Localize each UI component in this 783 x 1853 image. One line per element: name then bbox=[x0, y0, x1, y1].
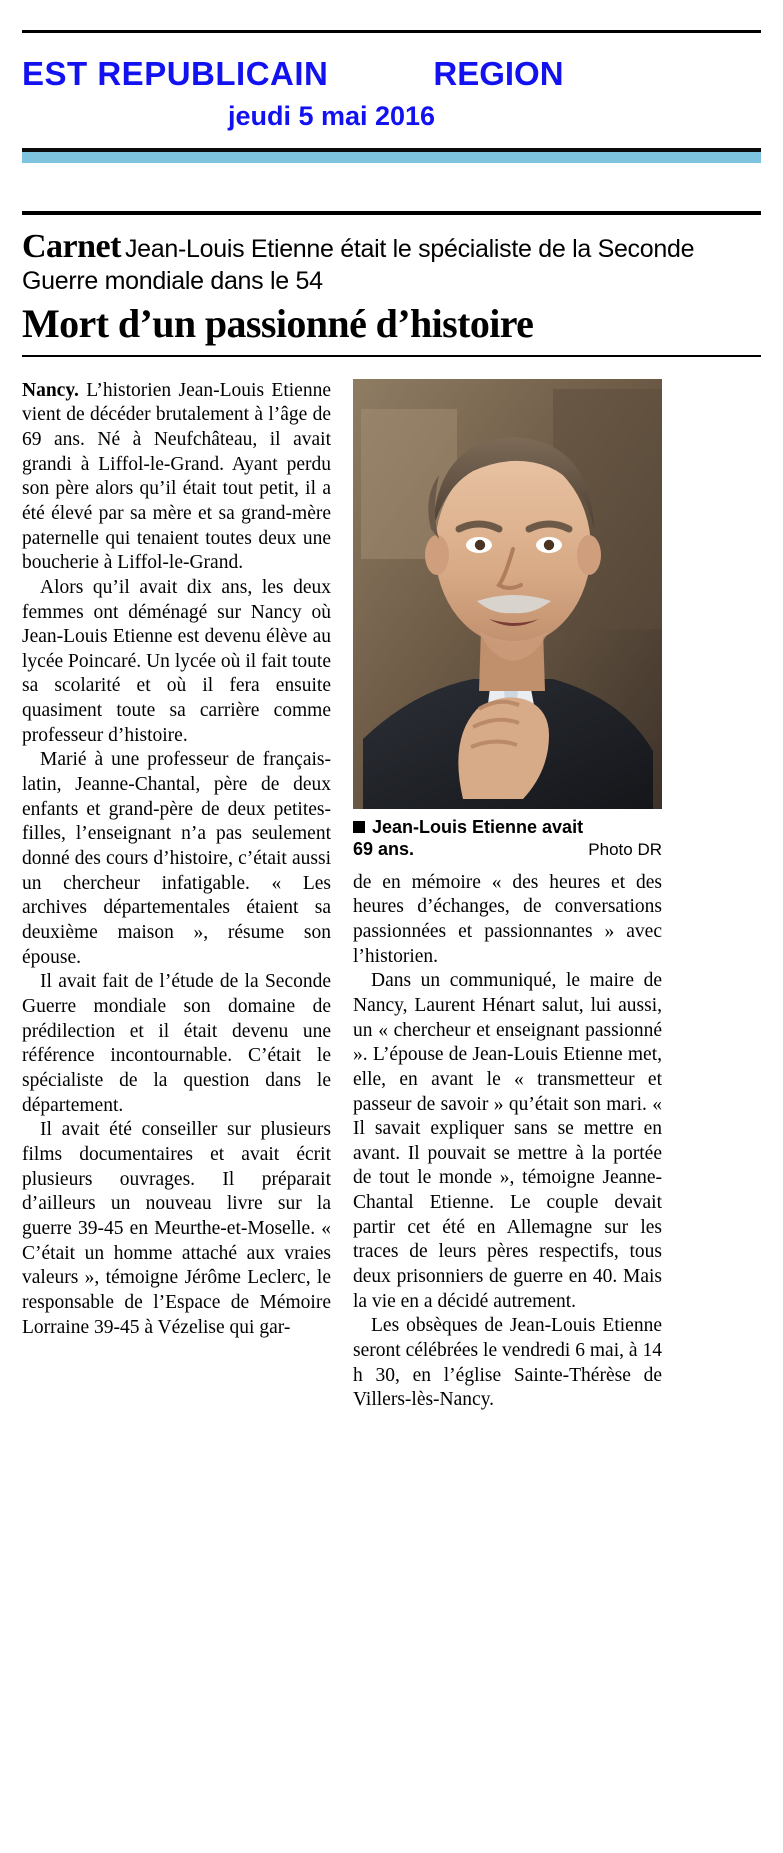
photo-caption bbox=[353, 817, 662, 838]
paragraph: Il avait été conseiller sur plusieurs films documentaires et avait écrit plusieurs ouvrages. Il préparait d’ailleurs un nouveau livre sur la guerre 39-45 en Meurthe-et-Moselle. « C’était un homme attaché aux vraies valeurs », témoigne Jérôme Leclerc, le responsable de l’Espace de Mémoire Lorraine 39-45 à Vézelise qui gar- bbox=[22, 1119, 331, 1338]
paragraph-text: L’historien Jean-Louis Etienne vient de décéder brutalement à l’âge de 69 ans. Né à Neufchâteau, il avait grandi à Liffol-le-Grand. Ayant perdu son père alors qu’il était tout petit, il a été élevé par sa mère et sa grand-mère paternelle qui tenaient toutes deux une boucherie à Liffol-le-Grand. bbox=[22, 379, 331, 574]
article-column-left bbox=[22, 379, 331, 1413]
masthead-color-bar bbox=[22, 148, 761, 163]
article-top-rule bbox=[22, 211, 761, 215]
photo-credit-line bbox=[353, 838, 662, 861]
masthead-row bbox=[22, 33, 761, 93]
page-title: Mort d’un passionné d’histoire bbox=[22, 300, 534, 346]
paragraph bbox=[22, 379, 331, 576]
portrait-illustration bbox=[353, 379, 662, 809]
article-photo bbox=[353, 379, 662, 809]
paragraph: de en mémoire « des heures et des heures d’échanges, de conversations passionnées et passionnantes » avec l’historien. bbox=[353, 871, 662, 967]
paragraph: Marié à une professeur de français-latin, Jeanne-Chantal, père de deux enfants et grand-père de deux petites-filles, l’enseignant n’a pas seulement donné des cours d’histoire, c’était aussi un chercheur infatigable. « Les archives départementales étaient sa deuxième maison », résume son épouse. bbox=[22, 749, 331, 968]
kicker-text: Jean-Louis Etienne était le spécialiste de la Seconde Guerre mondiale dans le 54 bbox=[22, 235, 695, 296]
photo-caption-text: Jean-Louis Etienne avait bbox=[372, 816, 584, 837]
masthead-section: REGION bbox=[433, 55, 564, 92]
column-container bbox=[22, 379, 761, 1413]
dateline: Nancy. bbox=[22, 379, 79, 401]
article-kicker bbox=[22, 227, 761, 297]
right-column-text bbox=[353, 871, 662, 1413]
masthead-date: jeudi 5 mai 2016 bbox=[227, 101, 436, 131]
kicker-label: Carnet bbox=[22, 228, 121, 265]
masthead bbox=[22, 0, 761, 163]
article-body bbox=[22, 379, 761, 1413]
photo-block bbox=[353, 379, 662, 861]
paragraph: Il avait fait de l’étude de la Seconde Guerre mondiale son domaine de prédilection et il était devenu une référence incontournable. C’était le spécialiste de la question dans le département. bbox=[22, 971, 331, 1116]
square-bullet-icon bbox=[353, 821, 365, 833]
paragraph: Dans un communiqué, le maire de Nancy, Laurent Hénart salut, lui aussi, un « chercheur et enseignant passionné ». L’épouse de Jean-Louis Etienne met, elle, en avant le « transmetteur et passeur de savoir » qu’était son mari. « Il savait expliquer sans se mettre en avant. Il pouvait se mettre à la portée de tout le monde », témoigne Jeanne-Chantal Etienne. Le couple devait partir cet été en Allemagne sur les traces de leurs pères respectifs, tous deux prisonniers de guerre en 40. Mais la vie en a décidé autrement. bbox=[353, 970, 662, 1312]
photo-caption-line2: 69 ans. bbox=[353, 838, 415, 859]
article-column-right bbox=[353, 379, 662, 1413]
paragraph: Alors qu’il avait dix ans, les deux femmes ont déménagé sur Nancy où Jean-Louis Etienne est devenu élève au lycée Poincaré. Un lycée où il fait toute sa scolarité et où il fera ensuite quasiment toute sa carrière comme professeur d’histoire. bbox=[22, 576, 331, 746]
paragraph: Les obsèques de Jean-Louis Etienne seront célébrées le vendredi 6 mai, à 14 h 30, en l’église Sainte-Thérèse de Villers-lès-Nancy. bbox=[353, 1315, 662, 1411]
newspaper-title: EST REPUBLICAIN bbox=[22, 55, 329, 92]
header-bottom-rule bbox=[22, 355, 761, 357]
photo-credit: Photo DR bbox=[588, 839, 662, 859]
